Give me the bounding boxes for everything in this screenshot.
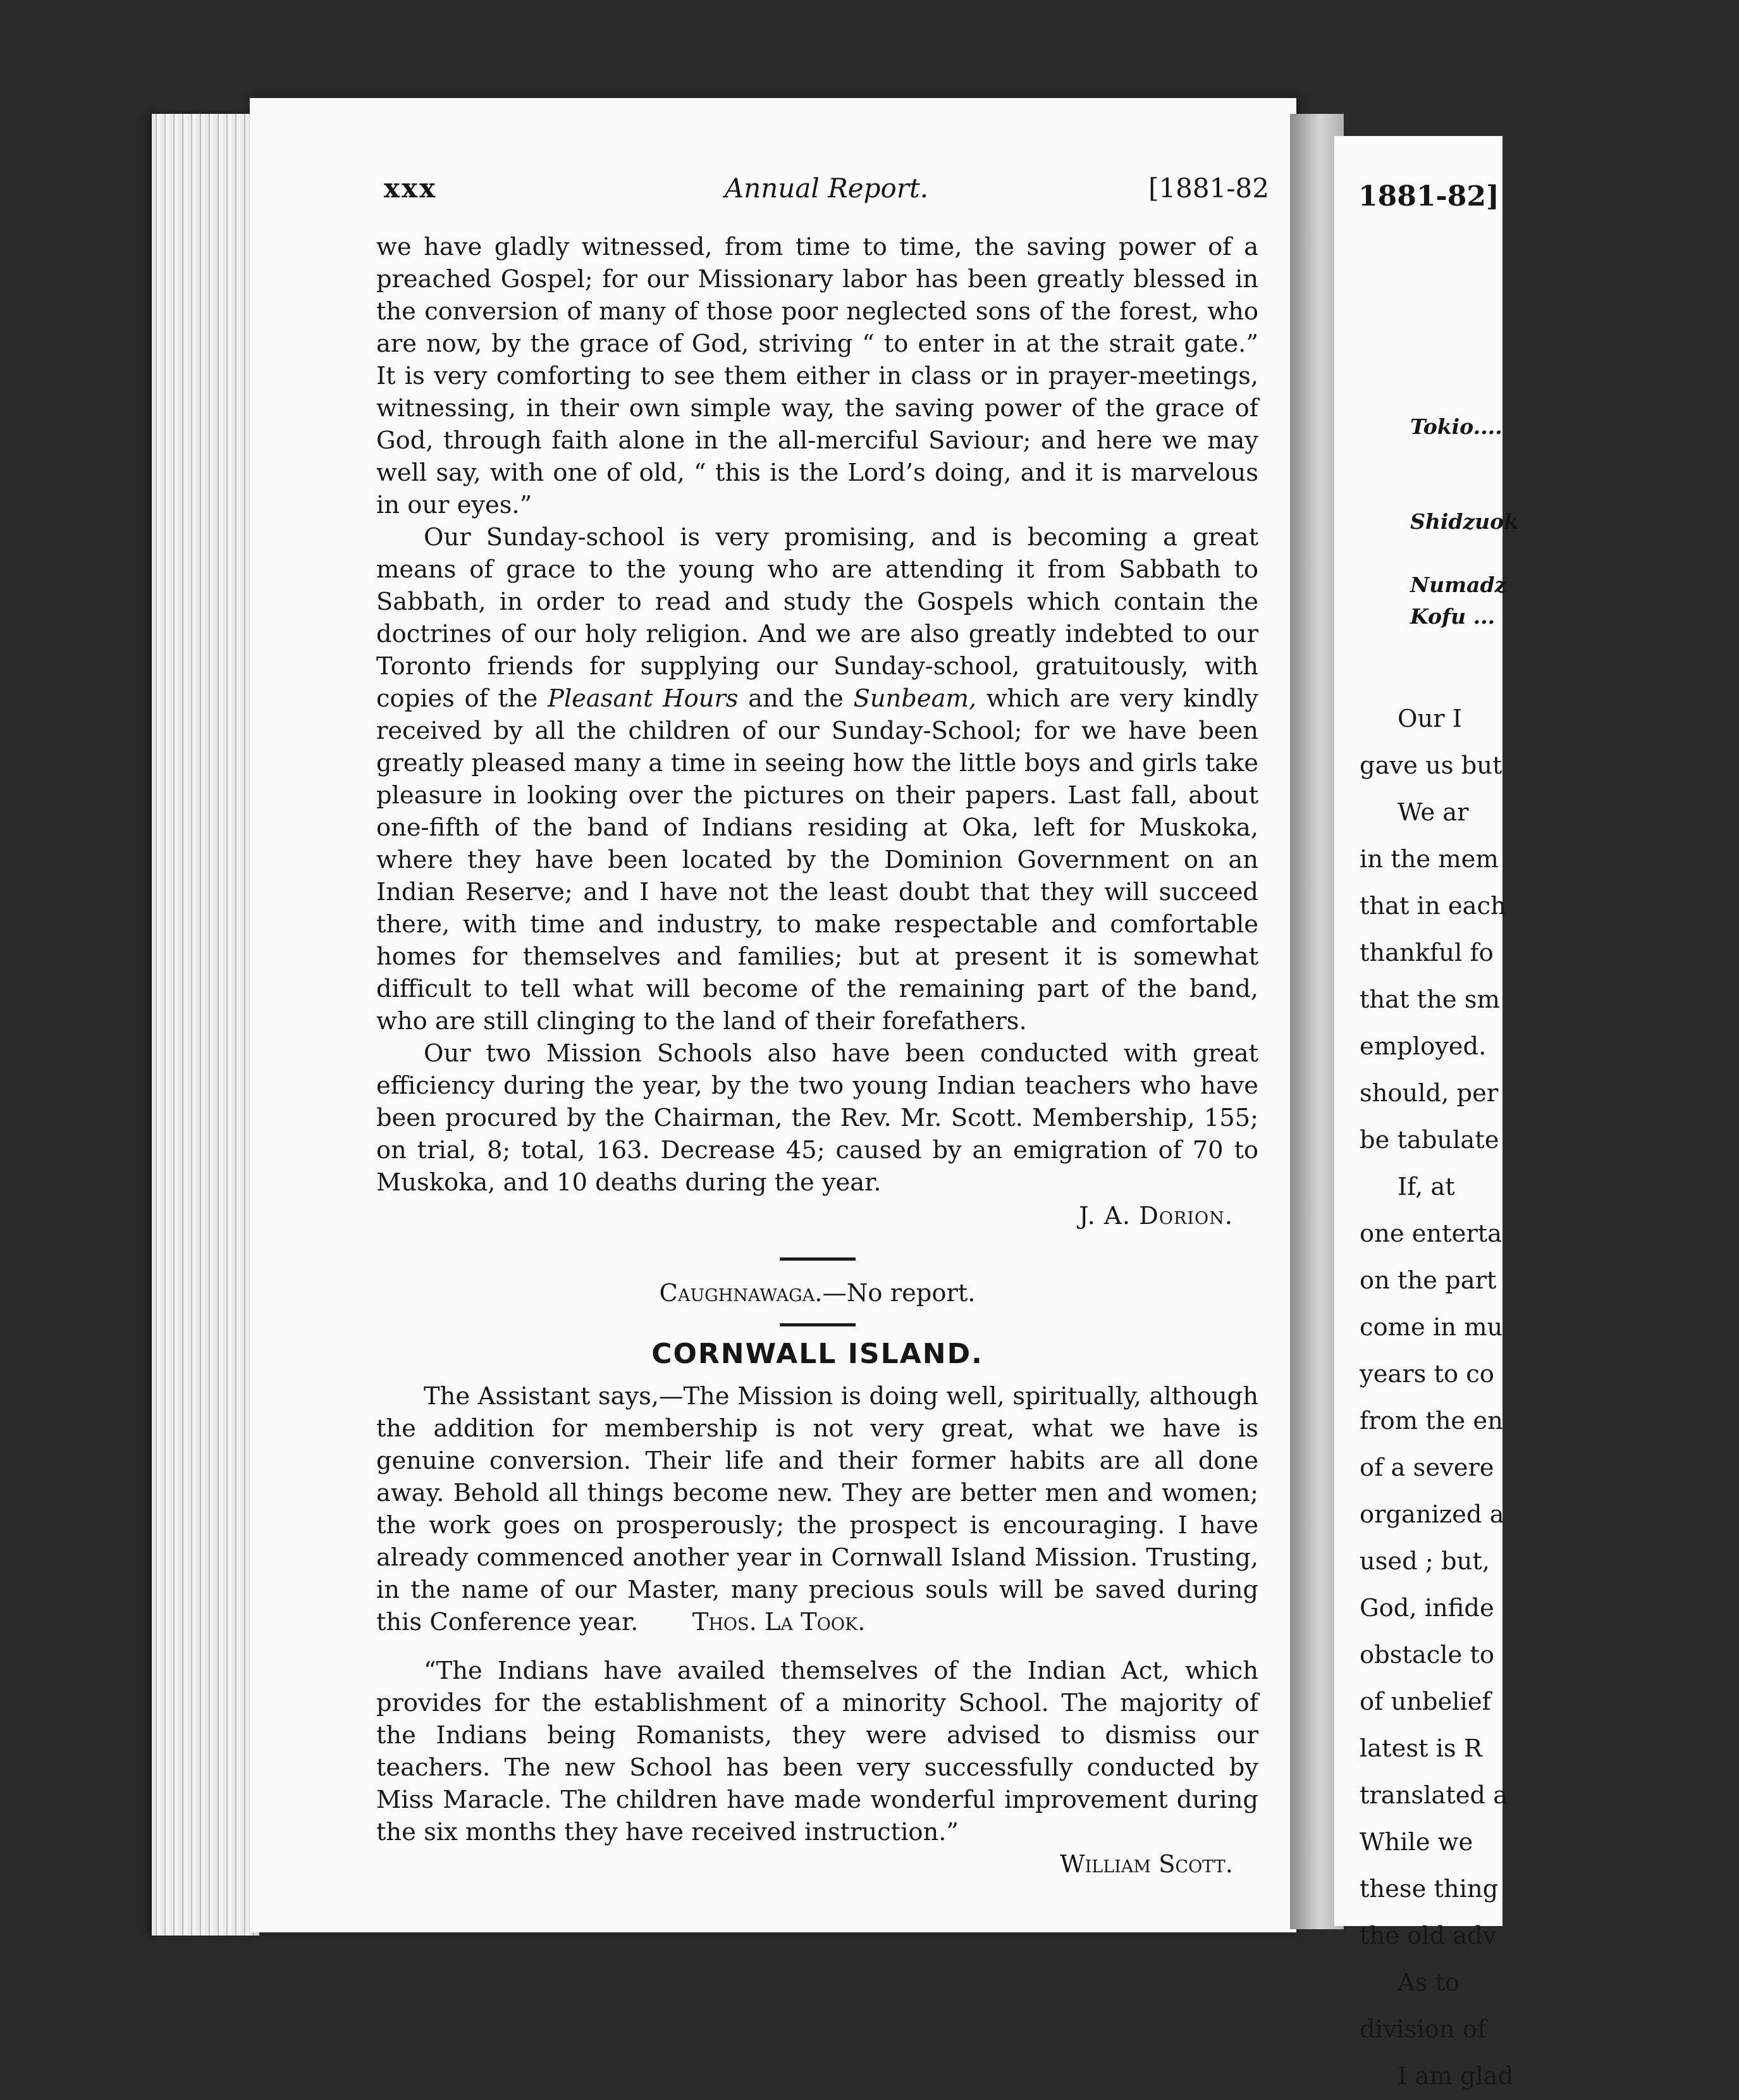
signature-dorion: J. A. Dorion. [1079,1202,1233,1230]
text-line: latest is R [1360,1734,1482,1763]
text-line: be tabulate [1360,1126,1499,1154]
text-line: used ; but, [1360,1547,1490,1576]
caughnawaga-name: Caughnawaga. [659,1279,823,1307]
page-number: xxx [384,173,438,204]
paragraph-sunday-school [376,521,1258,1037]
running-head [384,173,1269,217]
sunday-school-text-2: and the [738,684,854,713]
list-item: Tokio.... [1410,414,1502,439]
text-line: organized a [1360,1500,1504,1529]
text-line: translated a [1360,1781,1508,1810]
sunday-school-text-1: Our Sunday-school is very promising, and is becoming a great means of grace to the young who are attending it from Sabbath to Sabbath, in order to read and study the Gospels which contain the doctrines of our holy religion. And we are also greatly indebted to our Toronto friends for supplying our Sunday-school, gratuitously, with copies of the [376,523,1258,713]
signature-la-took: Thos. La Took. [692,1608,866,1636]
left-page [250,98,1296,1932]
text-line: these thing [1360,1875,1499,1903]
text-line: of a severe [1360,1454,1494,1482]
text-line: gave us but [1360,751,1502,780]
text-line: years to co [1360,1360,1494,1388]
caughnawaga-note [376,1277,1258,1309]
list-item: Numadz [1410,572,1507,597]
sunday-school-text-3: which are very kindly received by all the children of our Sunday-School; for we have been greatly pleased many a time in seeing how the little boys and girls take pleasure in looking over the pictures on their papers. Last fall, about one-fifth of the band of Indians residing at Oka, left for Muskoka, where they have been located by the Dominion Government on an Indian Reserve; and I have not the least doubt that they will succeed there, with time and industry, to make respectable and comfortable homes for themselves and families; but at present it is somewhat difficult to tell what will become of the remaining part of the band, who are still clinging to the land of their forefathers. [376,684,1258,1035]
paragraph-continued: we have gladly witnessed, from time to time, the saving power of a preached Gospel; for our Missionary labor has been greatly blessed in the conversion of many of those poor neglected sons of the forest, who are now, by the grace of God, striving “ to enter in at the strait gate.” It is very comforting to see them either in class or in prayer-meetings, witnessing, in their own simple way, the saving power of the grace of God, through faith alone in the all-merciful Saviour; and here we may well say, with one of old, “ this is the Lord’s doing, and it is marvelous in our eyes.” [376,233,1258,519]
running-year: [1881-82 [1148,173,1269,204]
text-line: We ar [1398,798,1469,827]
text-line: from the en [1360,1407,1503,1435]
paragraph-assistant [376,1380,1258,1638]
signature-scott: William Scott. [1060,1850,1233,1879]
running-title: Annual Report. [724,173,929,204]
paragraph-mission-schools: Our two Mission Schools also have been conducted with great efficiency during the year, by the two young Indian teachers who have been procured by the Chairman, the Rev. Mr. Scott. Membership, 155; on trial, 8; total, 163. Decrease 45; caused by an emigration of 70 to Muskoka, and 10 deaths during the year. [376,1039,1258,1197]
sunbeam-title: Sunbeam, [853,684,977,713]
text-line: of unbelief [1360,1688,1491,1716]
text-line: employed. [1360,1032,1487,1061]
text-line: I am glad [1398,2062,1514,2091]
caughnawaga-text: —No report. [822,1279,976,1307]
text-line: one enterta [1360,1220,1502,1248]
text-line: the old adv [1360,1922,1497,1950]
text-line: As to [1398,1968,1460,1997]
right-page-text [1360,696,1739,2100]
text-line: that in each [1360,892,1506,920]
right-running-head: 1881-82] [1358,180,1499,213]
text-line: should, per [1360,1079,1499,1108]
right-page [1334,136,1519,2091]
text-line: in the mem [1360,845,1499,874]
text-line: obstacle to [1360,1641,1494,1669]
text-line: God, infide [1360,1594,1494,1622]
text-line: division of [1360,2015,1487,2044]
section-rule [780,1257,856,1261]
text-line: thankful fo [1360,939,1494,967]
assistant-text: The Assistant says,—The Mission is doing well, spiritually, although the addition for membership is not very great, what we have is genuine conversion. Their life and their former habits are all done away. Behold all things become new. They are better men and women; the work goes on prosperously; the prospect is encouraging. I have already commenced another year in Cornwall Island Mission. Trusting, in the name of our Master, many precious souls will be saved during this Conference year. [376,1382,1258,1636]
section-rule [780,1323,856,1326]
body-text [376,231,1258,1881]
pleasant-hours-title: Pleasant Hours [548,684,739,713]
book-page-edges [152,114,259,1936]
text-line: Our I [1398,705,1462,733]
paragraph-quote: “The Indians have availed themselves of the Indian Act, which provides for the establishment of a minority School. The majority of the Indians being Romanists, they were advised to dismiss our teachers. The new School has been very successfully conducted by Miss Maracle. The children have made wonderful improvement during the six months they have received instruction.” [376,1657,1258,1846]
section-title-cornwall-island: CORNWALL ISLAND. [651,1338,983,1370]
text-line: come in mu [1360,1313,1503,1342]
text-line: While we [1360,1828,1473,1856]
list-item: Kofu ... [1410,604,1496,629]
text-line: If, at [1398,1173,1455,1201]
text-line: on the part [1360,1266,1497,1295]
list-item: Shidzuok [1410,509,1519,534]
text-line: that the sm [1360,985,1500,1014]
